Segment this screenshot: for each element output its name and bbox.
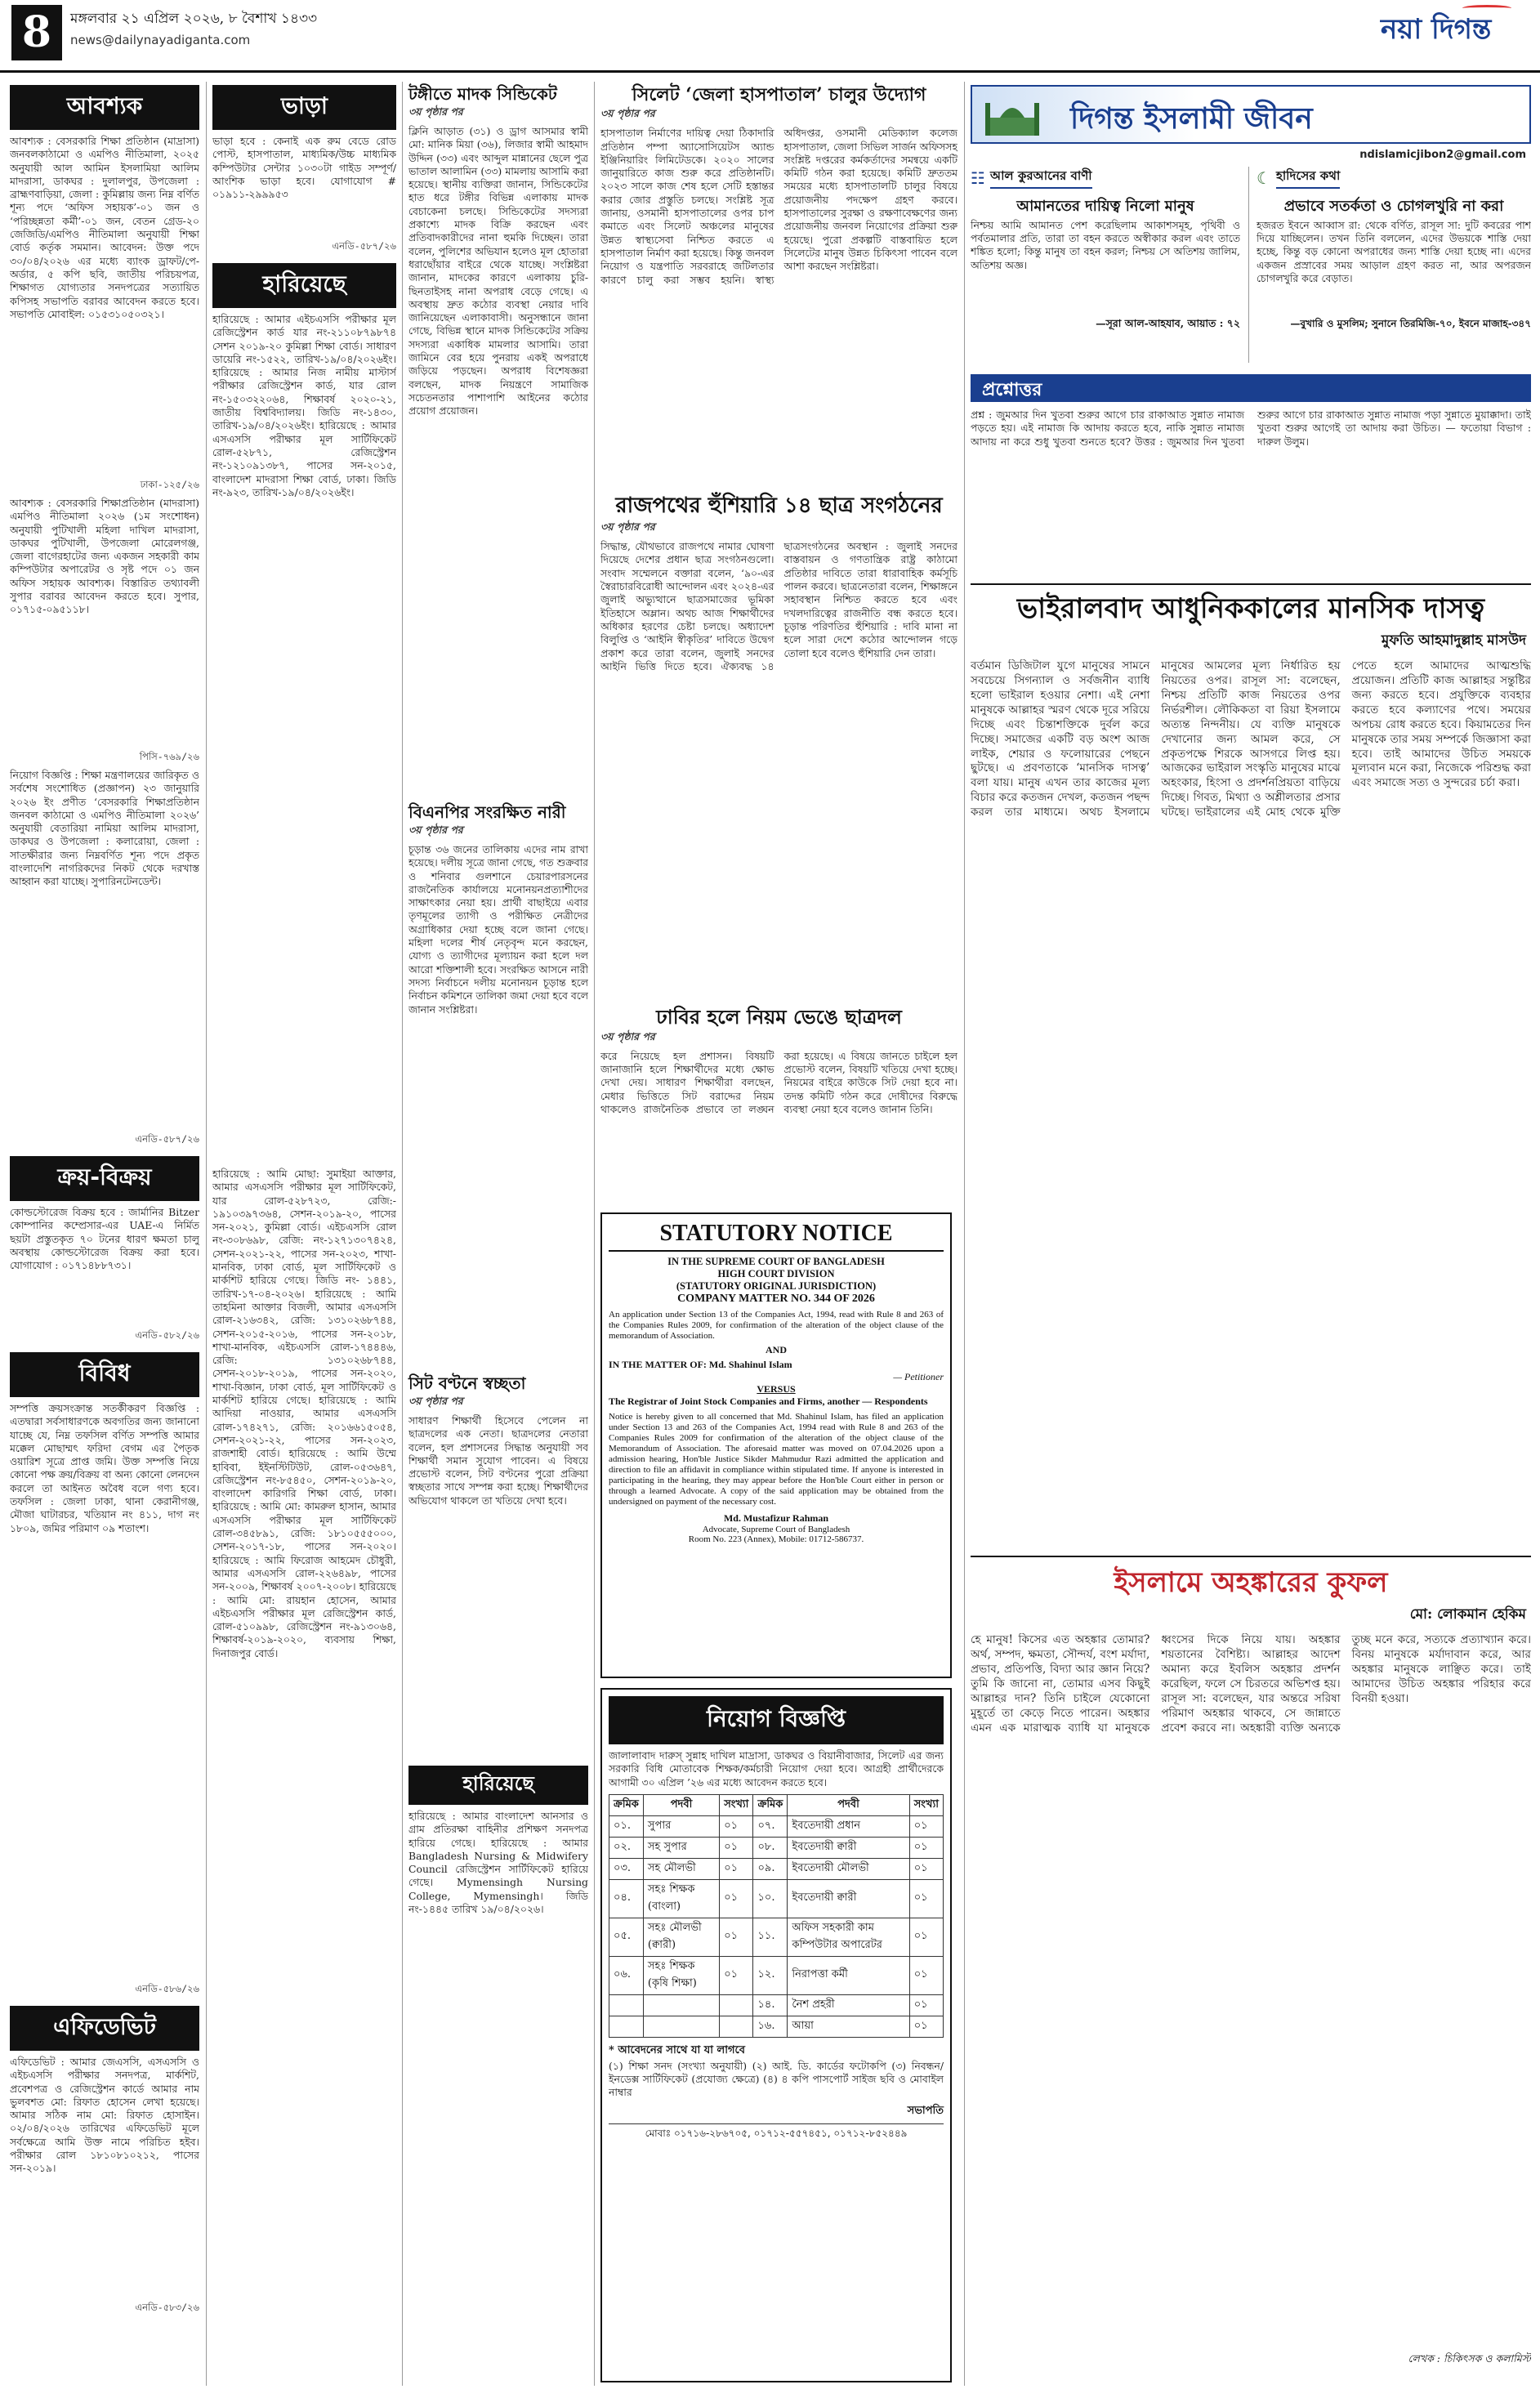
recruit-table-cell: ০১	[909, 1956, 943, 1994]
notice-division: HIGH COURT DIVISION	[717, 1268, 835, 1279]
recruit-table-cell	[720, 1994, 753, 2016]
continued-label: ৩য় পৃষ্ঠার পর	[408, 105, 463, 118]
hadith-label-row	[1257, 167, 1531, 189]
author-viral: মুফতি আহমাদুল্লাহ মাসউদ	[1381, 632, 1526, 650]
section-needed: আবশ্যক	[10, 85, 199, 130]
logo-swoosh-icon	[1462, 5, 1511, 11]
needed-ad-1: আবশ্যক : বেসরকারি শিক্ষা প্রতিষ্ঠান (মাদ্রাসা) জনবলকাঠামো ও এমপিও নীতিমালা, ২০২৫ অনুযায়ী আল আমিন ইসলামিয়া আলিম মাদরাসা, ডাকঘর : দুলালপুর, উপজেলা : ব্রাহ্মণবাড়িয়া, জেলা : কুমিল্লায় জন্য নিম্ন বর্ণিত শূন্য পদে ‘অফিস সহায়ক’-০১ জন ও ‘পরিচ্ছন্নতা কর্মী’-০১ জন, বেতন গ্রেড-২০ জেজিডি/এমপিও নীতিমালা অনুযায়ী শিক্ষা বোর্ড কর্তৃক সমমান। আবেদন: উক্ত পদে ৩০/০৪/২০২৬ এর মধ্যে ব্যাংক ড্রাফট/পে-অর্ডার, ৫ কপি ছবি, জাতীয় পরিচয়পত্র, শিক্ষাগত যোগ্যতার সনদপত্রের সত্যায়িত কপিসহ সভাপতি বরাবর আবেদন করতে হবে। সভাপতি মোবাইল: ০১৫৩১০৫০৩২১।	[10, 135, 199, 320]
recruit-table-row	[609, 1837, 944, 1858]
recruit-table-row	[609, 2016, 944, 2037]
recruit-table-cell: ০১	[909, 1994, 943, 2016]
box-divider	[1248, 167, 1249, 363]
notice-respondent: The Registrar of Joint Stock Companies and Firms, another — Respondents	[609, 1395, 928, 1407]
headline-drug-syndicate: টঙ্গীতে মাদক সিন্ডিকেট	[408, 84, 557, 104]
statutory-notice	[600, 1212, 952, 1678]
section-buysell: ক্রয়-বিক্রয়	[10, 1156, 199, 1201]
headline-viral: ভাইরালবাদ আধুনিককালের মানসিক দাসত্ব	[1016, 592, 1485, 625]
islamic-section	[971, 85, 1531, 2389]
recruit-table-cell: ০১.	[609, 1815, 644, 1837]
buysell-ad: কোল্ডস্টোরেজ বিক্রয় হবে : জার্মানির Bitzer কোম্পানির কম্প্রেসার-এর UAE-এ নির্মিত ছয়টা প্রস্তুতকৃত ৭০ টনের ধারণ ক্ষমতা চালু অবস্থায় কোল্ডস্টোরেজ বিক্রয় করা হবে। যোগাযোগ : ০১৭১৪৮৮৭৩১।	[10, 1206, 199, 1272]
needed-ad-3: নিয়োগ বিজ্ঞপ্তি : শিক্ষা মন্ত্রণালয়ের জারিকৃত ও সর্বশেষ সংশোধিত (প্রজ্ঞাপন) ২৩ জানুয়ারি ২০২৬ ইং প্রণীত ‘বেসরকারি শিক্ষাপ্রতিষ্ঠান জনবল কাঠামো ও এমপিও নীতিমালা ২০২৬’ অনুযায়ী বেতারিয়া নামিয়া আলিম মাদরাসা, ডাকঘর ও উপজেলা : কলারোয়া, জেলা : সাতক্ষীরার জন্য নিম্নবর্ণিত শূন্য পদে প্রকৃত বাংলাদেশি নাগরিকদের নিকট থেকে দরখাস্ত আহ্বান করা যাচ্ছে। সুপারিনটেনডেন্ট।	[10, 769, 199, 888]
recruit-table-cell: ১০.	[753, 1879, 788, 1918]
mosque-icon	[984, 95, 1041, 137]
ad-code: এনডি-৫৮৭/২৬	[135, 1133, 199, 1145]
recruit-table-cell: ০১	[909, 1815, 943, 1837]
recruitment-notice	[600, 1688, 952, 2382]
notice-body-2: Notice is hereby given to all concerned that Md. Shahinul Islam, has filed an application under Section 13 and 263 of the Companies Act, 1994 read with Rule 8 and 263 of the Companies Rules 2009 for confirmation of the alteration of the object clause of the Memorandum of Association. The aforesaid matter was moved on 07.04.2026 upon a admission hearing, Hon'ble Justice Sikder Mahmudur Razi admitted the application and direction to file an affidavit in compliance within stipulated time. If anyone is interested in participating in the hearing, they may appear before the Hon'ble Court either in person or through a learned Advocate. A copy of the said application may be obtained from the undersigned on payment of the necessary cost.	[609, 1412, 944, 1507]
article-pride: হে মানুষ! কিসের এত অহঙ্কার তোমার? অর্থ, সম্পদ, ক্ষমতা, সৌন্দর্য, বংশ মর্যাদা, প্রভাব, প্রতিপত্তি, বিদ্যা আর জ্ঞান নিয়ে? তুমি কি জানো না, তোমার এসব কিছুই আল্লাহর দান? তিনি চাইলে যেকোনো মুহূর্তে তা কেড়ে নিতে পারেন। অহঙ্কার এমন এক মারাত্মক ব্যাধি যা মানুষকে ধ্বংসের দিকে নিয়ে যায়। অহঙ্কার শয়তানের বৈশিষ্ট্য। আল্লাহর আদেশ অমান্য করে ইবলিস অহঙ্কার প্রদর্শন করেছিল, ফলে সে চিরতরে অভিশপ্ত হয়। রাসূল সা: বলেছেন, যার অন্তরে সরিষা পরিমাণ অহঙ্কার থাকবে, সে জান্নাতে প্রবেশ করবে না। অহঙ্কারী ব্যক্তি অন্যকে তুচ্ছ মনে করে, সত্যকে প্রত্যাখ্যান করে। বিনয় মানুষকে মর্যাদাবান করে, আর অহঙ্কার মানুষকে লাঞ্ছিত করে। তাই আমাদের উচিত অহঙ্কার পরিহার করে বিনয়ী হওয়া।	[971, 1633, 1531, 1735]
author-pride: মো: লোকমান হেকিম	[1409, 1606, 1526, 1623]
recruit-table-cell: ০৭.	[753, 1815, 788, 1837]
recruit-table-row	[609, 1918, 944, 1956]
article-viral-box	[971, 583, 1531, 1547]
headline-seat-allocation: সিট বণ্টনে স্বচ্ছতা	[408, 1373, 526, 1393]
recruit-table-cell: ০১	[720, 1956, 753, 1994]
recruit-table-cell: সহঃ শিক্ষক (বাংলা)	[643, 1879, 719, 1918]
classifieds-column	[10, 85, 199, 2389]
article-student-warning: সিদ্ধান্ত, যৌথভাবে রাজপথে নামার ঘোষণা দিয়েছে দেশের প্রধান ছাত্র সংগঠনগুলো। সংবাদ সম্মেলনে বক্তারা বলেন, ‘৯০-এর স্বৈরাচারবিরোধী আন্দোলন এবং ২০২৪-এর জুলাই অভ্যুত্থানে ছাত্রসমাজের ভূমিকা ইতিহাসে অম্লান। অথচ আজ শিক্ষার্থীদের অধিকার হরণের চেষ্টা চলছে। অধ্যাদেশ বিলুপ্তি ও ‘আইনি স্বীকৃতির’ দাবিতে উদ্বেগ প্রকাশ করে তারা বলেন, জুলাই সনদের আইনি ভিত্তি দিতে হবে। ঐক্যবদ্ধ ১৪ ছাত্রসংগঠনের অবস্থান : জুলাই সনদের বাস্তবায়ন ও গণতান্ত্রিক রাষ্ট্র কাঠামো প্রতিষ্ঠার দাবিতে তারা ধারাবাহিক কর্মসূচি পালন করবে। ছাত্রনেতারা বলেন, শিক্ষাঙ্গনে সহাবস্থান নিশ্চিত করতে হবে এবং দখলদারিত্বের রাজনীতি বন্ধ করতে হবে। চূড়ান্ত পরিণতির হুঁশিয়ারি : দাবি মানা না হলে সারা দেশে কঠোর আন্দোলন গড়ে তোলা হবে বলেও হুঁশিয়ারি দেন তারা।	[600, 540, 957, 672]
recruit-table-row	[609, 1956, 944, 1994]
qa-text: প্রশ্ন : জুমআর দিন খুতবা শুরুর আগে চার রাকাআত সুন্নাত নামাজ পড়তে হয়। এই নামাজ কি আদায় করতে হবে, নাকি সুন্নাত নামাজ আদায় না করে শুধু খুতবা শুনতে হবে? উত্তর : জুমআর দিন খুতবা শুরুর আগে চার রাকাআত সুন্নাত নামাজ পড়া সুন্নাতে মুয়াক্কাদা। তাই খুতবা শুরুর আগেই তা আদায় করা উচিত। — ফতোয়া বিভাগ : দারুল উলুম।	[971, 409, 1531, 448]
article-drug-syndicate: ক্লিনি আড়াত (৩১) ও ড্রাগ আসমার স্বামী মো: মানিক মিয়া (৩৬), লিজার স্বামী আহমাদ উদ্দিন (৩৩) এবং আব্দুল মান্নানের ছেলে পুত্র ভাতাল আলামিন (৩৩) মামলায় আসামি করা হয়েছে। স্থানীয় ব্যক্তিরা জানান, সিন্ডিকেটের হাত ধরে টঙ্গীর বিভিন্ন এলাকায় মাদক বেচাকেনা চলছে। সিন্ডিকেটের সদস্যরা প্রকাশ্যে মাদক বিক্রি করছেন এবং প্রতিবাদকারীদের নানা হুমকি দিচ্ছেন। তারা বলেন, পুলিশের অভিযান হলেও মূল হোতারা ধরাছোঁয়ার বাইরে থেকে যাচ্ছে। সংশ্লিষ্টরা জানান, মাদকের কারণে এলাকায় চুরি-ছিনতাইসহ নানা অপরাধ বেড়ে গেছে। এ অবস্থায় দ্রুত কঠোর ব্যবস্থা নেয়ার দাবি জানিয়েছেন এলাকাবাসী। অনুসন্ধানে জানা গেছে, বিভিন্ন স্থানে মাদক সিন্ডিকেটের সক্রিয় সদস্যরা একাধিক মামলার আসামি। তারা জামিনে বের হয়ে পুনরায় একই অপরাধে জড়িয়ে পড়ছেন। অপরাধ বিশেষজ্ঞরা বলছেন, মাদক নিয়ন্ত্রণে সামাজিক সচেতনতার পাশাপাশি আইনের কঠোর প্রয়োগ প্রয়োজন।	[408, 125, 588, 418]
notice-signature-room: Room No. 223 (Annex), Mobile: 01712-586737.	[688, 1534, 864, 1544]
notice-signature-name: Md. Mustafizur Rahman	[723, 1512, 829, 1524]
article-bnp-women: চূড়ান্ত ৩৬ জনের তালিকায় এদের নাম রাখা হয়েছে। দলীয় সূত্রে জানা গেছে, গত শুক্রবার ও শনিবার গুলশানে চেয়ারপারসনের রাজনৈতিক কার্যালয়ে মনোনয়নপ্রত্যাশীদের সাক্ষাৎকার নেয়া হয়। প্রার্থী বাছাইয়ে এবার তৃণমূলের ত্যাগী ও পরীক্ষিত নেত্রীদের অগ্রাধিকার দেয়া হচ্ছে বলে জানা গেছে। মহিলা দলের শীর্ষ নেতৃবৃন্দ মনে করছেন, যোগ্য ও ত্যাগীদের মূল্যায়ন করা হলে দল আরো শক্তিশালী হবে। সংরক্ষিত আসনে নারী সদস্য নির্বাচনে দলীয় মনোনয়ন চূড়ান্ত হলে নির্বাচন কমিশনে তালিকা জমা দেয়া হবে বলে জানান সংশ্লিষ্টরা।	[408, 843, 588, 1016]
recruit-signature: সভাপতি	[907, 2104, 944, 2117]
masthead-logo	[1381, 8, 1491, 55]
article-pride-box	[971, 1556, 1531, 2389]
ad-code: এনডি-৫৮২/২৬	[135, 1329, 199, 1341]
affidavit-ad: এফিডেভিট : আমার জেএসসি, এসএসসি ও এইচএসসি পরীক্ষার সনদপত্র, মার্কশিট, প্রবেশপত্র ও রেজিস্ট্রেশন কার্ডে আমার নাম ভুলবশত মো: রিফাত হোসেন লেখা হয়েছে। আমার সঠিক নাম মো: রিফাত হোসাইন। ০২/০৪/২০২৬ তারিখের এফিডেভিট মূলে সর্বক্ষেত্রে আমি উক্ত নামে পরিচিত হইব। পরীক্ষার রোল ১৮১০৮১০২১২, পাসের সন-২০১৯।	[10, 2056, 199, 2175]
recruit-table-header: পদবী	[643, 1794, 719, 1815]
author-note: লেখক : চিকিৎসক ও কলামিস্ট	[1408, 2352, 1531, 2365]
recruit-table-cell: ০১	[720, 1879, 753, 1918]
notice-body-1: An application under Section 13 of the Companies Act, 1994, read with Rule 8 and 263 of the Companies Rules 2009, for confirmation of the alteration of the object clause of the memorandum of Association.	[609, 1310, 944, 1341]
crescent-icon: ☾	[1257, 167, 1271, 188]
recruit-table-cell: ইবতেদায়ী ক্বারী	[788, 1879, 909, 1918]
quran-text: নিশ্চয় আমি আমানত পেশ করেছিলাম আকাশসমূহ, পৃথিবী ও পর্বতমালার প্রতি, তারা তা বহন করতে অস্বীকার করল এবং তাতে শঙ্কিত হলো; কিন্তু মানুষ তা বহন করল; নিশ্চয় সে অতিশয় জালিম, অতিশয় অজ্ঞ।	[971, 218, 1240, 271]
quran-title: আমানতের দায়িত্ব নিলো মানুষ	[1016, 198, 1194, 215]
page-number: 8	[11, 5, 62, 60]
hadith-ref: —বুখারি ও মুসলিম; সুনানে তিরমিজি-৭০, ইবনে মাজাহ-৩৪৭	[1290, 317, 1531, 329]
recruit-table-cell: ০৩.	[609, 1858, 644, 1879]
recruit-table-cell: ০৯.	[753, 1858, 788, 1879]
recruit-table-cell: সহ মৌলভী	[643, 1858, 719, 1879]
recruit-attach-title: * আবেদনের সাথে যা যা লাগবে	[609, 2043, 745, 2056]
section-lost-2: হারিয়েছে	[408, 1766, 588, 1805]
recruit-intro: জালালাবাদ দারুস্ সুন্নাহ দাখিল মাদ্রাসা, ডাকঘর ও বিয়ানীবাজার, সিলেট এর জন্য সরকারি বিধি মোতাবেক শিক্ষক/কর্মচারী নিয়োগ দেয়া হবে। আগ্রহী প্রার্থীদেরকে আগামী ৩০ এপ্রিল ’২৬ এর মধ্যে আবেদন করতে হবে।	[609, 1749, 944, 1788]
notice-petitioner: — Petitioner	[893, 1371, 944, 1382]
continued-label: ৩য় পৃষ্ঠার পর	[408, 1395, 463, 1407]
headline-du-hall: ঢাবির হলে নিয়ম ভেঙে ছাত্রদল	[656, 1005, 902, 1029]
misc-ad: সম্পত্তি ক্রয়সংক্রান্ত সতর্কীকরণ বিজ্ঞপ্তি : এতদ্বারা সর্বসাধারণকে অবগতির জন্য জানানো যাচ্ছে যে, নিম্ন তফসিল বর্ণিত সম্পত্তি আমার মক্কেল মোছাম্মৎ ফরিদা বেগম এর পৈতৃক ওয়ারিশ সূত্রে প্রাপ্ত জমি। উক্ত সম্পত্তি নিয়ে কোনো পক্ষ ক্রয়/বিক্রয় বা অন্য কোনো লেনদেন করলে তা আইনত অবৈধ বলে গণ্য হবে। তফসিল : জেলা ঢাকা, থানা কেরানীগঞ্জ, মৌজা ঘাটারচর, খতিয়ান নং ৪১১, দাগ নং ১৮০৯, জমির পরিমাণ ০৯ শতাংশ।	[10, 1402, 199, 1534]
recruit-table-cell: ০৮.	[753, 1837, 788, 1858]
ad-code: পিসি-৭৬৯/২৬	[139, 751, 199, 762]
lost-ads-3: হারিয়েছে : আমার বাংলাদেশ আনসার ও গ্রাম প্রতিরক্ষা বাহিনীর প্রশিক্ষণ সনদপত্র হারিয়ে গেছে। হারিয়েছে : আমার Bangladesh Nursing & Midwifery Council রেজিস্ট্রেশন সার্টিফিকেট হারিয়ে গেছে। Mymensingh Nursing College, Mymensingh। জিডি নং-১৪৪৫ তারিখ ১৯/০৪/২০২৬।	[408, 1810, 588, 1916]
recruit-table-row	[609, 1879, 944, 1918]
recruit-table-cell: ১৪.	[753, 1994, 788, 2016]
recruit-table-cell: ০১	[720, 1815, 753, 1837]
section-misc: বিবিধ	[10, 1352, 199, 1397]
recruit-table-cell	[720, 2016, 753, 2037]
recruit-table-cell: ০১	[720, 1837, 753, 1858]
recruit-table-row	[609, 1815, 944, 1837]
islamic-banner	[971, 85, 1531, 144]
recruit-table-cell	[609, 1994, 644, 2016]
book-icon: ☷	[971, 167, 985, 188]
ad-code: এনডি-৫৮৩/২৬	[135, 2302, 199, 2313]
recruit-table-cell: ০১	[909, 1837, 943, 1858]
recruit-table-header: সংখ্যা	[720, 1794, 753, 1815]
lost-ads: হারিয়েছে : আমার এইচএসসি পরীক্ষার মূল রেজিস্ট্রেশন কার্ড যার নং-২১১০৮৭৯৮৭৪ সেশন ২০১৯-২০ কুমিল্লা শিক্ষা বোর্ড। সাধারণ ডায়েরি নং-১৫২২, তারিখ-১৯/০৪/২০২৬ইং। হারিয়েছে : আমার নিজ নামীয় মাস্টার্স পরীক্ষার রেজিস্ট্রেশন কার্ড, যার রোল নং-১৫০৩২২০৬৪, শিক্ষাবর্ষ ২০২০-২১, জাতীয় বিশ্ববিদ্যালয়। জিডি নং-১৪৩০, তারিখ-১৯/০৪/২০২৬ইং। হারিয়েছে : আমার এসএসসি পরীক্ষার মূল সার্টিফিকেট রোল-৫২৮৭১, রেজিস্ট্রেশন নং-১২১০৯১৩৮৭, পাসের সন-২০১৫, বাংলাদেশ মাদরাসা শিক্ষা বোর্ড, ঢাকা। জিডি নং-৯২৩, তারিখ-১৯/০৪/২০২৬ইং।	[212, 313, 396, 498]
recruit-table-cell: ০২.	[609, 1837, 644, 1858]
recruit-contact: মোবাঃ ০১৭১৬-২৮৬৭০৫, ০১৭১২-৫৫৭৪৫১, ০১৭১২-৮৫২৪৪৯	[609, 2123, 944, 2143]
recruit-table-row	[609, 1858, 944, 1879]
news-column-center	[600, 85, 957, 2389]
needed-ad-2: আবশ্যক : বেসরকারি শিক্ষাপ্রতিষ্ঠান (মাদরাসা) এমপিও নীতিমালা ২০২৬ (১ম সংশোধন) অনুযায়ী পুটিখালী মহিলা দাখিল মাদরাসা, ডাকঘর পুটিখালী, উপজেলা মোরেলগঞ্জ, জেলা বাগেরহাটের জন্য একজন সহকারী কাম কম্পিউটার অপারেটর ও সৃষ্ট পদে ০১ জন অফিস সহায়ক আবশ্যক। বিস্তারিত তথ্যাবলী সুপার বরাবর আবেদন করতে হবে। সুপার, ০১৭১৫-০৯৫১১৮।	[10, 497, 199, 616]
quran-box	[971, 167, 1240, 371]
islamic-email: ndislamicjibon2@gmail.com	[1359, 149, 1526, 161]
continued-label: ৩য় পৃষ্ঠার পর	[408, 824, 463, 836]
notice-matter: COMPANY MATTER NO. 344 OF 2026	[677, 1293, 875, 1305]
headline-student-warning: রাজপথের হুঁশিয়ারি ১৪ ছাত্র সংগঠনের	[615, 493, 943, 519]
column-divider	[402, 82, 403, 2386]
lost-ads-cont: হারিয়েছে : আমি মোছা: সুমাইয়া আক্তার, আমার এসএসসি পরীক্ষার মূল সার্টিফিকেট, যার রোল-৫২৮৭২৩, রেজি:- ১৯১০৩৯৭৩৬৪, সেশন-২০১৯-২০, পাসের সন-২০২১, কুমিল্লা বোর্ড। এইচএসসি রোল নং-৩০৮৬৯৮, রেজি: নং-১২৭১৩০৭৪২৪, সেশন-২০২১-২২, পাসের সন-২০২৩, শাখা-মানবিক, ঢাকা বোর্ড, মূল সার্টিফিকেট ও মার্কশিট হারিয়ে গেছে। জিডি নং- ১৪৪১, তারিখ-১৭-০৪-২০২৬। হারিয়েছে : আমি তাহমিনা আক্তার বিজলী, আমার এসএসসি রোল-২১৬৩৪২, রেজি: ১৩১০২৬৮৭৪৪, সেশন-২০১৫-২০১৬, পাসের সন-২০১৮, শাখা-মানবিক, এইচএসসি রোল-১৭৪৪৪৬, রেজি: ১৩১০২৬৮৭৪৪, সেশন-২০১৮-২০১৯, পাসের সন-২০২০, শাখা-বিজ্ঞান, ঢাকা বোর্ড, মূল সার্টিফিকেট ও মার্কশিট হারিয়ে গেছে। হারিয়েছে : আমি আদিয়া নাওয়ার, আমার এসএসসি রোল-১৭৪২৭১, রেজি: ২০১৬৬১৫০৫৪, সেশন-২০২১-২২, পাসের সন-২০২৩, রাজশাহী বোর্ড। হারিয়েছে : আমি উম্মে হাবিবা, ইইনস্টিটিউট, রোল-০৫৩৬৪৭, রেজিস্ট্রেশন নং-৮৫৪৫০, সেশন-২০১৯-২০, বাংলাদেশ কারিগরি শিক্ষা বোর্ড, ঢাকা। হারিয়েছে : আমি মো: কামরুল হাসান, আমার এসএসসি পরীক্ষার মূল সার্টিফিকেট রোল-৩৪৫৮৯১, রেজি: ১৮১০৫৫৫০০০, সেশন-২০১৭-১৮, পাসের সন-২০২০। হারিয়েছে : আমি ফিরোজ আহমেদ চৌধুরী, আমার এসএসসি রোল-২২৬৪৯৮, পাসের সন-২০০৯, শিক্ষাবর্ষ ২০০৭-২০০৮। হারিয়েছে : আমি মো: রায়হান হোসেন, আমার এইচএসসি পরীক্ষার মূল রেজিস্ট্রেশন কার্ড, রোল-৫১০৯৯৮, রেজিস্ট্রেশন নং-৯১৩০৬৪, শিক্ষাবর্ষ-২০১৯-২০২০, ব্যবসায় শিক্ষা, দিনাজপুর বোর্ড।	[212, 1168, 396, 1659]
rent-ad: ভাড়া হবে : কেনাই এক রুম বেডে রোড পোস্ট, হাসপাতাল, মাধ্যমিক/উচ্চ মাধ্যমিক কম্পিউটার সেন্টার ১০৩০টা গাইড সম্পূর্ণ/আংশিক ভাড়া হবে। যোগাযোগ # ০১৯১১-২৯৯৯৫৩	[212, 135, 396, 201]
recruit-table-cell: সহঃ মৌলভী (ক্বারী)	[643, 1918, 719, 1956]
recruit-table	[609, 1794, 944, 2038]
recruit-table-cell	[609, 2016, 644, 2037]
column-divider	[964, 82, 965, 2386]
column-divider	[594, 82, 595, 2386]
recruit-table-cell: সুপার	[643, 1815, 719, 1837]
continued-label: ৩য় পৃষ্ঠার পর	[600, 1029, 655, 1043]
notice-in-matter: IN THE MATTER OF: Md. Shahinul Islam	[609, 1359, 792, 1370]
notice-title: STATUTORY NOTICE	[609, 1221, 944, 1252]
recruit-table-cell: ১১.	[753, 1918, 788, 1956]
hadith-text: হজরত ইবনে আব্বাস রা: থেকে বর্ণিত, রাসূল সা: দুটি কবরের পাশ দিয়ে যাচ্ছিলেন। তখন তিনি বললেন, এদের উভয়কে শাস্তি দেয়া হচ্ছে, কিন্তু বড় কোনো অপরাধের জন্য শাস্তি দেয়া হচ্ছে না। এদের একজন প্রস্রাবের সময় আড়াল গ্রহণ করত না, আর অপরজন চোগলখুরি করে বেড়াত।	[1257, 218, 1531, 284]
recruit-table-cell: সহঃ শিক্ষক (কৃষি শিক্ষা)	[643, 1956, 719, 1994]
recruit-table-cell: আয়া	[788, 2016, 909, 2037]
recruit-table-header: ক্রমিক	[753, 1794, 788, 1815]
recruit-table-cell: সহ সুপার	[643, 1837, 719, 1858]
date-line: মঙ্গলবার ২১ এপ্রিল ২০২৬, ৮ বৈশাখ ১৪৩৩	[70, 11, 318, 27]
recruit-table-cell: ০১	[720, 1858, 753, 1879]
classifieds-column-2	[212, 85, 396, 2389]
page-header	[0, 0, 1540, 70]
quran-ref: —সূরা আল-আহযাব, আয়াত : ৭২	[1096, 316, 1240, 329]
qa-header	[971, 374, 1531, 402]
recruit-table-cell: অফিস সহকারী কাম কম্পিউটার অপারেটর	[788, 1918, 909, 1956]
hadith-title: প্রভাবে সতর্কতা ও চোগলখুরি না করা	[1283, 198, 1504, 215]
recruit-table-cell: নিরাপত্তা কর্মী	[788, 1956, 909, 1994]
recruit-table-row	[609, 1994, 944, 2016]
recruit-table-header: সংখ্যা	[909, 1794, 943, 1815]
islamic-banner-title: দিগন্ত ইসলামী জীবন	[1070, 101, 1313, 136]
recruit-table-header: ক্রমিক	[609, 1794, 644, 1815]
recruit-table-cell: ০১	[909, 1858, 943, 1879]
recruit-table-cell: ০১	[720, 1918, 753, 1956]
column-divider	[206, 82, 207, 2386]
ad-code: ঢাকা-১২৫/২৬	[140, 479, 199, 490]
header-email: news@dailynayadiganta.com	[70, 33, 251, 47]
ad-code: এনডি-৫৮৭/২৬	[332, 240, 396, 252]
notice-court: IN THE SUPREME COURT OF BANGLADESH	[667, 1256, 885, 1267]
ad-code: এনডি-৫৮৬/২৬	[135, 1983, 199, 1994]
continued-label: ৩য় পৃষ্ঠার পর	[600, 520, 655, 534]
notice-versus: VERSUS	[757, 1383, 796, 1395]
article-du-hall: করে নিয়েছে হল প্রশাসন। বিষয়টি জানাজানি হলে শিক্ষার্থীদের মধ্যে ক্ষোভ দেখা দেয়। সাধারণ শিক্ষার্থীরা বলছেন, মেধার ভিত্তিতে সিট বরাদ্দের নিয়ম থাকলেও রাজনৈতিক প্রভাবে তা লঙ্ঘন করা হয়েছে। এ বিষয়ে জানতে চাইলে হল প্রভোস্ট বলেন, বিষয়টি খতিয়ে দেখা হচ্ছে। নিয়মের বাইরে কাউকে সিট দেয়া হবে না। তদন্ত কমিটি গঠন করে দোষীদের বিরুদ্ধে ব্যবস্থা নেয়া হবে বলেও জানান তিনি।	[600, 1049, 957, 1115]
headline-bnp-women: বিএনপির সংরক্ষিত নারী	[408, 802, 566, 822]
section-affidavit: এফিডেভিট	[10, 2006, 199, 2051]
article-seat-allocation: সাধারণ শিক্ষার্থী হিসেবে পেলেন না ছাত্রদলের এক নেতা। ছাত্রদলের নেতারা বলেন, হল প্রশাসনের সিদ্ধান্ত অনুযায়ী সব শিক্ষার্থী সমান সুযোগ পাবেন। এ বিষয়ে প্রভোস্ট বলেন, সিট বণ্টনের পুরো প্রক্রিয়া স্বচ্ছতার সাথে সম্পন্ন করা হচ্ছে। শিক্ষার্থীদের অভিযোগ থাকলে তা খতিয়ে দেখা হবে।	[408, 1414, 588, 1507]
qa-title: প্রশ্নোত্তর	[982, 379, 1042, 400]
header-rule	[0, 70, 1540, 73]
logo-text: নয়া দিগন্ত	[1381, 13, 1492, 46]
hadith-box	[1257, 167, 1531, 371]
recruit-table-cell: নৈশ প্রহরী	[788, 1994, 909, 2016]
quran-label: আল কুরআনের বাণী	[990, 167, 1092, 189]
section-lost: হারিয়েছে	[212, 263, 396, 308]
recruit-table-header: পদবী	[788, 1794, 909, 1815]
recruit-table-cell: ১২.	[753, 1956, 788, 1994]
recruit-table-cell: ইবতেদায়ী ক্বারী	[788, 1837, 909, 1858]
recruit-table-cell: ০১	[909, 1879, 943, 1918]
recruit-table-cell: ০১	[909, 2016, 943, 2037]
recruit-table-cell	[643, 2016, 719, 2037]
recruit-table-cell: ০১	[909, 1918, 943, 1956]
section-rent: ভাড়া	[212, 85, 396, 130]
hadith-label: হাদিসের কথা	[1276, 167, 1340, 189]
notice-signature-title: Advocate, Supreme Court of Bangladesh	[702, 1525, 850, 1534]
article-sylhet-hospital: হাসপাতাল নির্মাণের দায়িত্ব দেয়া ঠিকাদারি প্রতিষ্ঠান পম্পা অ্যাসোসিয়েটস অ্যান্ড ইঞ্জিনিয়ারিং লিমিটেডকে। ২০২০ সালের জানুয়ারিতে কাজ শুরু করে প্রতিষ্ঠানটি। ২০২৩ সালে কাজ শেষ হলে সেটি হস্তান্তর করার জোর প্রস্তুতি চলছে। সংশ্লিষ্ট সূত্র জানায়, ওসমানী হাসপাতালের ওপর চাপ কমাতে এবং সিলেট অঞ্চলের মানুষের উন্নত স্বাস্থ্যসেবা নিশ্চিত করতে এ হাসপাতাল নির্মাণ করা হয়েছে। কিন্তু জনবল নিয়োগ ও যন্ত্রপাতি সরবরাহে জটিলতার কারণে চালু করা সম্ভব হয়নি। স্বাস্থ্য অধিদপ্তর, ওসমানী মেডিক্যাল কলেজ হাসপাতাল, জেলা সিভিল সার্জন অফিসসহ সংশ্লিষ্ট দপ্তরের কর্মকর্তাদের সমন্বয়ে একটি কমিটি গঠন করা হয়েছে। কমিটি দ্রুততম সময়ের মধ্যে হাসপাতালটি চালুর বিষয়ে প্রয়োজনীয় পদক্ষেপ গ্রহণ করবে। হাসপাতালের সুরক্ষা ও রক্ষণাবেক্ষণের জন্য প্রয়োজনীয় জনবল নিয়োগের প্রক্রিয়া শুরু হয়েছে। পুরো প্রকল্পটি বাস্তবায়িত হলে সিলেটের মানুষ উন্নত চিকিৎসা পাবেন বলে আশা করছেন সংশ্লিষ্টরা।	[600, 127, 957, 286]
recruit-table-cell: ইবতেদায়ী মৌলভী	[788, 1858, 909, 1879]
recruit-table-cell: ০৬.	[609, 1956, 644, 1994]
recruit-table-cell	[643, 1994, 719, 2016]
article-viral: বর্তমান ডিজিটাল যুগে মানুষের সামনে সবচেয়ে সিগন্যাল ও সর্বজনীন ব্যাধি হলো ভাইরাল হওয়ার নেশা। এই নেশা মানুষকে আল্লাহর স্মরণ থেকে দূরে সরিয়ে দিচ্ছে এবং চিন্তাশক্তিকে দুর্বল করে দিচ্ছে। সমাজের একটি বড় অংশ আজ লাইক, শেয়ার ও ফলোয়ারের পেছনে ছুটছে। এ প্রবণতাকে ‘মানসিক দাসত্ব’ বলা যায়। মানুষ এখন তার কাজের মূল্য বিচার করে কতজন দেখল, কতজন পছন্দ করল তার মাধ্যমে। অথচ ইসলামে মানুষের আমলের মূল্য নির্ধারিত হয় নিয়তের ওপর। রাসূল সা: বলেছেন, নিশ্চয় প্রতিটি কাজ নিয়তের ওপর নির্ভরশীল। লৌকিকতা বা রিয়া ইসলামে অত্যন্ত নিন্দনীয়। যে ব্যক্তি মানুষকে দেখানোর জন্য আমল করে, সে প্রকৃতপক্ষে শিরকে আসগরে লিপ্ত হয়। আজকের ভাইরাল সংস্কৃতি মানুষের মাঝে অহংকার, হিংসা ও প্রদর্শনপ্রিয়তা বাড়িয়ে দিচ্ছে। গিবত, মিথ্যা ও অশ্লীলতার প্রসার ঘটছে। ভাইরালের এই মোহ থেকে মুক্তি পেতে হলে আমাদের আত্মশুদ্ধি প্রয়োজন। প্রতিটি কাজ আল্লাহর সন্তুষ্টির জন্য করতে হবে। প্রযুক্তিকে ব্যবহার করতে হবে কল্যাণের পথে। সময়ের অপচয় রোধ করতে হবে। কিয়ামতের দিন মানুষকে তার সময় সম্পর্কে জিজ্ঞাসা করা হবে। তাই আমাদের উচিত সময়কে মূল্যবান মনে করা, নিজেকে পরিশুদ্ধ করা এবং সমাজে সত্য ও সুন্দরের চর্চা করা।	[971, 659, 1531, 819]
news-column-left	[408, 85, 588, 2389]
quran-label-row	[971, 167, 1240, 189]
recruit-table-cell: ০৪.	[609, 1879, 644, 1918]
notice-and: AND	[766, 1344, 787, 1355]
continued-label: ৩য় পৃষ্ঠার পর	[600, 107, 655, 120]
headline-sylhet-hospital: সিলেট ‘জেলা হাসপাতাল’ চালুর উদ্যোগ	[632, 84, 926, 105]
notice-jurisdiction: (STATUTORY ORIGINAL JURISDICTION)	[676, 1280, 877, 1292]
recruit-table-cell: ০৫.	[609, 1918, 644, 1956]
recruit-table-cell: ইবতেদায়ী প্রধান	[788, 1815, 909, 1837]
recruit-table-cell: ১৬.	[753, 2016, 788, 2037]
recruit-attach: (১) শিক্ষা সনদ (সংখ্যা অনুযায়ী) (২) আই. ডি. কার্ডের ফটোকপি (৩) নিবন্ধন/ইনডেক্স সার্টিফিকেট (প্রযোজ্য ক্ষেত্রে) (৪) ৪ কপি পাসপোর্ট সাইজ ছবি ও মোবাইল নাম্বার	[609, 2059, 944, 2099]
recruit-title: নিয়োগ বিজ্ঞপ্তি	[609, 1696, 944, 1744]
headline-pride: ইসলামে অহঙ্কারের কুফল	[1114, 1566, 1388, 1599]
